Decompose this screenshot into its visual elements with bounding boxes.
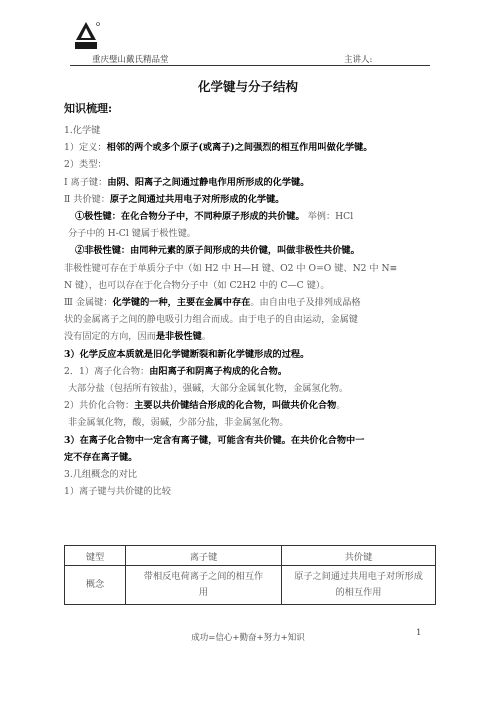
footer-motto: 成功=信心+勤奋+努力+知识 — [191, 633, 305, 643]
header-org: 重庆璧山戴氏精品堂 — [92, 55, 169, 65]
para-line: 2）共价化合物：主要以共价键结合形成的化合物，叫做共价化合物。 — [64, 400, 346, 412]
table-header-cell: 键型 — [65, 546, 126, 566]
table-header-row — [65, 546, 436, 566]
content-body — [64, 122, 436, 500]
para-line: N 键），也可以存在于化合物分子中（如 C2H2 中的 C—C 键）。 — [64, 279, 330, 291]
para-line: ②非极性键：由同种元素的原子间形成的共价键，叫做非极性共价键。 — [75, 245, 360, 257]
header-lecturer: 主讲人: — [344, 55, 373, 65]
header-rule — [70, 65, 430, 66]
para-line: 没有固定的方向，因而是非极性键。 — [64, 331, 211, 343]
para-line: 2．1）离子化合物：由阳离子和阴离子构成的化合物。 — [64, 365, 288, 377]
para-line: Ⅲ 金属键：化学键的一种，主要在金属中存在。由自由电子及排列成晶格 — [64, 297, 361, 309]
para-line: Ⅰ 离子键：由阴、阳离子之间通过静电作用所形成的化学键。 — [64, 176, 310, 188]
page-title: 化学键与分子结构 — [197, 79, 298, 94]
para-line: 1）定义：相邻的两个或多个原子(或离子)之间强烈的相互作用叫做化学键。 — [64, 142, 373, 154]
para-line: 非金属氧化物，酸，弱碱，少部分盐，非金属氢化物。 — [68, 417, 289, 429]
table-cell: 带相反电荷离子之间的相互作 用 — [126, 566, 282, 605]
para-line: 3）在离子化合物中一定含有离子键，可能含有共价键。在共价化合物中一 — [64, 434, 365, 446]
para-line: 大部分盐（包括所有铵盐），强碱，大部分金属氧化物，金属氢化物。 — [68, 383, 349, 395]
para-line: 3）化学反应本质就是旧化学键断裂和新化学键形成的过程。 — [64, 348, 310, 360]
para-line: 1）离子键与共价键的比较 — [64, 486, 171, 498]
table-row — [65, 566, 436, 605]
table-header-cell: 共价键 — [282, 546, 436, 566]
section-heading: 知识梳理: — [64, 102, 113, 115]
para-line: 状的金属离子之间的静电吸引力组合而成。由于电子的自由运动，金属键 — [64, 314, 358, 326]
para-line: 3.几组概念的对比 — [64, 469, 138, 481]
para-line: Ⅱ 共价键：原子之间通过共用电子对所形成的化学键。 — [64, 193, 285, 205]
para-line: ①极性键：在化合物分子中，不同种原子形成的共价键。 举例：HCl — [75, 211, 354, 223]
para-line: 非极性键可存在于单质分子中（如 H2 中 H—H 键、O2 中 O=O 键、N2 中 N≡ — [64, 262, 398, 274]
table-cell: 概念 — [65, 566, 126, 605]
comparison-table — [64, 545, 436, 605]
para-line: 定不存在离子键。 — [64, 451, 138, 463]
para-line: 2）类型： — [64, 159, 107, 171]
school-logo — [72, 20, 100, 54]
page-number: 1 — [416, 628, 422, 638]
para-line: 分子中的 H-Cl 键属于极性键。 — [68, 228, 196, 240]
table-header-cell: 离子键 — [126, 546, 282, 566]
para-line: 1.化学键 — [64, 125, 101, 136]
table-cell: 原子之间通过共用电子对所形成 的相互作用 — [282, 566, 436, 605]
